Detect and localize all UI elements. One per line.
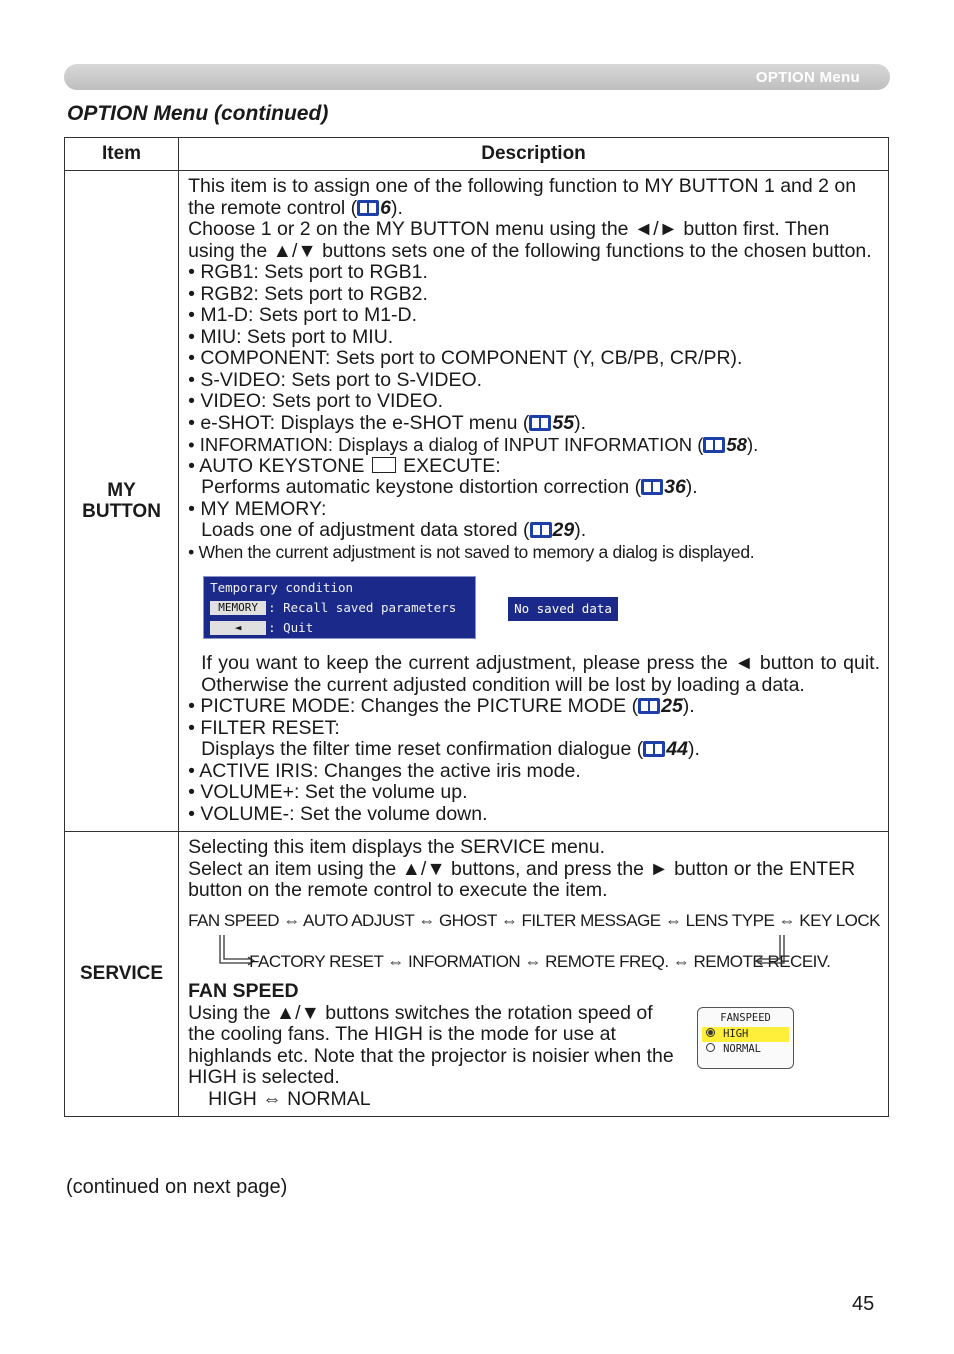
service-menu-cycle-row1: FAN SPEED ⇔ AUTO ADJUST ⇔ GHOST ⇔ FILTER MESSAGE ⇔ LENS TYPE ⇔ KEY LOCK [188, 910, 880, 930]
list-item: • RGB1: Sets port to RGB1. [188, 261, 428, 283]
option-table [64, 137, 889, 1117]
list-item: • PICTURE MODE: Changes the PICTURE MODE ( 25). [188, 695, 695, 717]
list-item: • VOLUME-: Set the volume down. [188, 802, 488, 825]
table-row-service [65, 832, 889, 1117]
osd-line: MEMORY : Recall saved parameters [210, 598, 475, 618]
list-item: • FILTER RESET: [188, 716, 340, 739]
list-item: • MY MEMORY: [188, 497, 327, 520]
fan-speed-description: Using the ▲/▼ buttons switches the rotation speed of the cooling fans. The HIGH is the mode for use at highlands etc. Note that the projector is noisier when the HIGH is selected. [188, 1001, 674, 1088]
list-item: • AUTO KEYSTONE EXECUTE: [188, 454, 501, 477]
list-item: • S-VIDEO: Sets port to S-VIDEO. [188, 368, 483, 391]
osd-line: ◄ : Quit [210, 618, 475, 638]
list-item-detail: Performs automatic keystone distortion correction ( 36). [201, 476, 698, 498]
my-button-intro1: This item is to assign one of the following function to MY BUTTON 1 and 2 on the remote control ( 6). [188, 175, 857, 219]
list-item-detail: Loads one of adjustment data stored ( 29). [201, 519, 587, 541]
radio-selected-icon [706, 1028, 715, 1037]
item-my-button: MY BUTTON [65, 171, 179, 832]
desc-service [179, 832, 889, 1117]
list-item: • ACTIVE IRIS: Changes the active iris mode. [188, 759, 581, 782]
list-item-detail: Displays the filter time reset confirmation dialogue ( 44). [201, 738, 700, 760]
column-header-item: Item [65, 138, 179, 171]
my-button-intro2: Choose 1 or 2 on the MY BUTTON menu using the ◄/► button first. Then using the ▲/▼ buttons sets one of the following functions to the chosen button. [188, 218, 872, 262]
fan-speed-cycle: HIGH ⇔ NORMAL [208, 1087, 371, 1110]
radio-icon [706, 1043, 715, 1052]
return-arrow-right-icon [756, 933, 790, 971]
page-number: 45 [852, 1293, 875, 1315]
book-icon [643, 741, 665, 757]
service-menu-cycle-row2: FACTORY RESET ⇔ INFORMATION ⇔ REMOTE FREQ. ⇔ REMOTE RECEIV. [249, 952, 831, 971]
list-item: • VOLUME+: Set the volume up. [188, 781, 468, 803]
keystone-icon [372, 457, 396, 473]
table-header-row [65, 138, 889, 171]
continued-note: (continued on next page) [66, 1176, 288, 1198]
list-item: • VIDEO: Sets port to VIDEO. [188, 390, 444, 412]
service-intro1: Selecting this item displays the SERVICE menu. [188, 836, 605, 858]
no-saved-data-dialog: No saved data [508, 597, 618, 621]
desc-my-button [179, 171, 889, 832]
book-icon [357, 200, 379, 216]
list-item: • MIU: Sets port to MIU. [188, 325, 394, 348]
book-icon [703, 437, 725, 453]
temporary-condition-dialog [203, 576, 476, 639]
service-intro2: Select an item using the ▲/▼ buttons, and press the ► button or the ENTER button on the remote control to execute the item. [188, 857, 856, 901]
book-icon [529, 415, 551, 431]
header-bar [64, 64, 890, 90]
memory-dialog-illustration [188, 571, 880, 653]
fan-speed-title: FAN SPEED [188, 980, 299, 1002]
fan-osd-option-normal: NORMAL [702, 1042, 789, 1057]
fan-speed-section [188, 1003, 880, 1111]
fan-osd-option-high: HIGH [702, 1027, 789, 1042]
fan-osd-header: FANSPEED [720, 1011, 771, 1024]
column-header-description: Description [179, 138, 889, 171]
memory-note: • When the current adjustment is not saved to memory a dialog is displayed. [188, 541, 755, 562]
table-row-my-button [65, 171, 889, 832]
service-menu-cycle-row2-wrap [188, 933, 880, 977]
item-service: SERVICE [65, 832, 179, 1117]
osd-line: Temporary condition [210, 580, 354, 595]
list-item: • INFORMATION: Displays a dialog of INPUT INFORMATION ( 58). [188, 434, 759, 455]
list-item: • M1-D: Sets port to M1-D. [188, 304, 418, 326]
list-item: • COMPONENT: Sets port to COMPONENT (Y, CB/PB, CR/PR). [188, 347, 743, 369]
memory-key: MEMORY [210, 601, 266, 615]
book-icon [641, 479, 663, 495]
list-item: • RGB2: Sets port to RGB2. [188, 282, 428, 305]
left-arrow-key: ◄ [210, 621, 266, 635]
list-item: • e-SHOT: Displays the e-SHOT menu ( 55). [188, 411, 587, 434]
keep-adjustment-text: If you want to keep the current adjustment, please press the ◄ button to quit. Otherwise the current adjusted condition will be lost by loading a data. [201, 652, 880, 696]
section-title: OPTION Menu (continued) [67, 102, 329, 125]
book-icon [530, 522, 552, 538]
header-label: OPTION Menu [755, 69, 860, 86]
book-icon [638, 698, 660, 714]
fan-speed-osd [697, 1007, 794, 1069]
